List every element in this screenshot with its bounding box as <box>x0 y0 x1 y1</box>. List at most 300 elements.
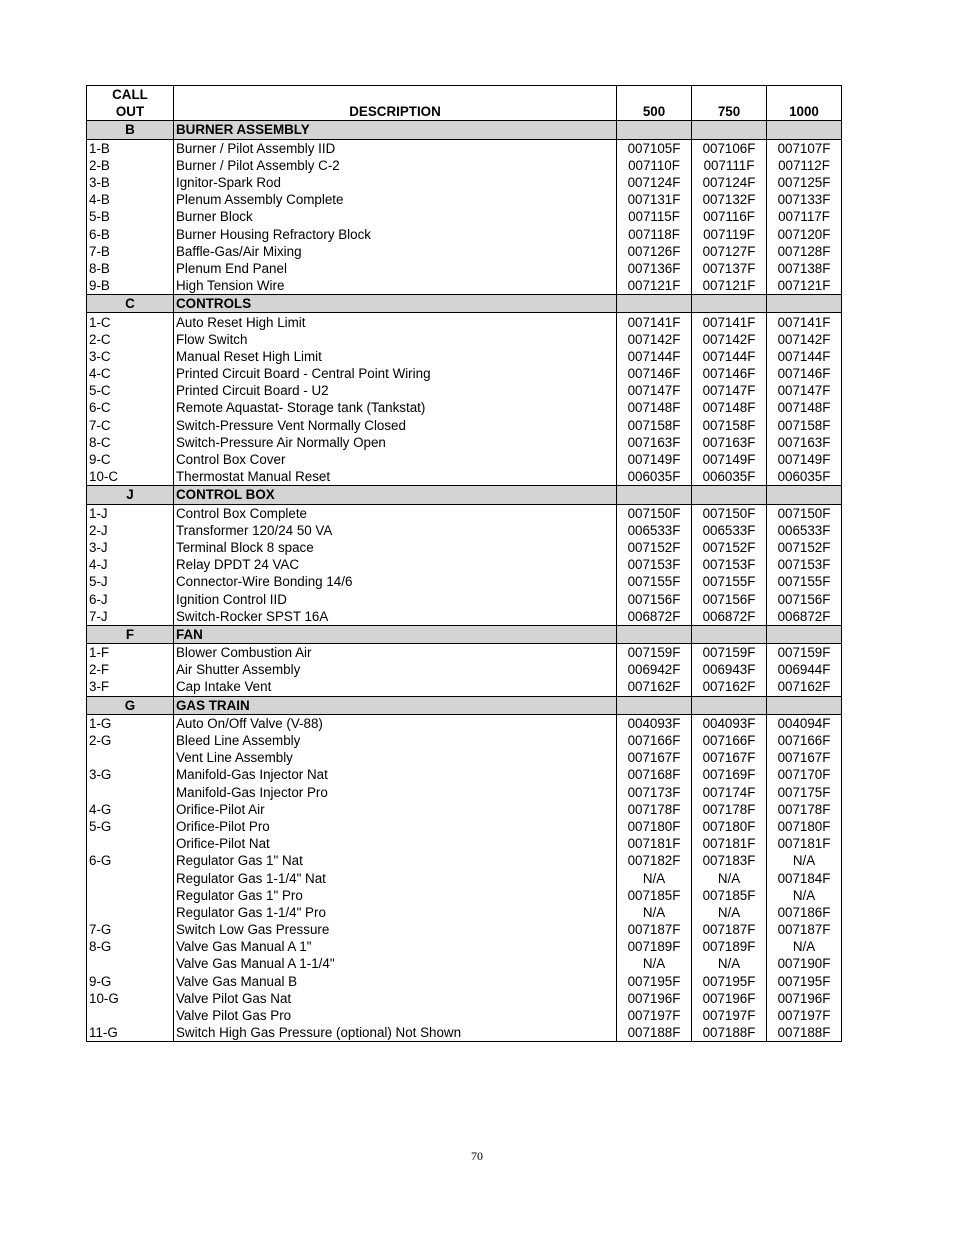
part-750-cell: 007132F <box>692 191 767 208</box>
part-750-cell: 006533F <box>692 522 767 539</box>
header-500: 500 <box>617 86 692 121</box>
part-500-cell: 007180F <box>617 818 692 835</box>
parts-table-body <box>87 121 842 1042</box>
part-500-cell: 007126F <box>617 243 692 260</box>
description-cell: Plenum End Panel <box>174 260 617 277</box>
callout-cell: 7-J <box>87 608 174 626</box>
part-1000-cell: 007146F <box>767 365 842 382</box>
header-750: 750 <box>692 86 767 121</box>
part-500-cell: N/A <box>617 955 692 972</box>
part-750-cell: 007116F <box>692 208 767 225</box>
part-750-cell: 007144F <box>692 348 767 365</box>
section-code: J <box>87 486 174 504</box>
description-cell: Regulator Gas 1-1/4" Nat <box>174 869 617 886</box>
part-500-cell: 007149F <box>617 451 692 468</box>
part-1000-cell: 007184F <box>767 869 842 886</box>
part-750-cell: 007149F <box>692 451 767 468</box>
callout-cell: 3-J <box>87 539 174 556</box>
part-750-cell: 006872F <box>692 608 767 626</box>
callout-cell: 3-B <box>87 174 174 191</box>
callout-cell: 7-B <box>87 243 174 260</box>
description-cell: Valve Gas Manual A 1-1/4" <box>174 955 617 972</box>
parts-table <box>86 85 842 1042</box>
table-row <box>87 556 842 573</box>
part-1000-cell: 007121F <box>767 277 842 295</box>
callout-cell: 6-J <box>87 590 174 607</box>
description-cell: Valve Gas Manual A 1" <box>174 938 617 955</box>
part-1000-cell: N/A <box>767 938 842 955</box>
part-750-cell: 007106F <box>692 139 767 157</box>
section-header-row <box>87 121 842 139</box>
part-1000-cell: 007188F <box>767 1024 842 1042</box>
section-header-row <box>87 696 842 714</box>
part-750-cell: 007159F <box>692 644 767 662</box>
part-1000-cell: 007141F <box>767 313 842 331</box>
part-750-cell: 007152F <box>692 539 767 556</box>
part-1000-cell: N/A <box>767 887 842 904</box>
part-1000-cell: 007148F <box>767 399 842 416</box>
description-cell: Switch-Pressure Air Normally Open <box>174 434 617 451</box>
description-cell: Printed Circuit Board - Central Point Wiring <box>174 365 617 382</box>
table-row <box>87 661 842 678</box>
section-header-row <box>87 295 842 313</box>
part-500-cell: 007124F <box>617 174 692 191</box>
part-1000-cell: 007178F <box>767 801 842 818</box>
part-750-cell: 007166F <box>692 732 767 749</box>
callout-cell: 1-J <box>87 504 174 522</box>
part-1000-cell: 007162F <box>767 678 842 696</box>
table-row <box>87 417 842 434</box>
part-500-cell: 007167F <box>617 749 692 766</box>
table-row <box>87 766 842 783</box>
description-cell: Air Shutter Assembly <box>174 661 617 678</box>
description-cell: Plenum Assembly Complete <box>174 191 617 208</box>
part-500-cell: 007158F <box>617 417 692 434</box>
part-500-cell: 007166F <box>617 732 692 749</box>
part-1000-cell: 007180F <box>767 818 842 835</box>
description-cell: Auto On/Off Valve (V-88) <box>174 714 617 732</box>
part-500-cell: 007146F <box>617 365 692 382</box>
part-750-cell: 007189F <box>692 938 767 955</box>
part-1000-cell: 007170F <box>767 766 842 783</box>
callout-cell: 1-C <box>87 313 174 331</box>
part-500-cell: 007153F <box>617 556 692 573</box>
part-500-cell: 007187F <box>617 921 692 938</box>
section-code: C <box>87 295 174 313</box>
part-1000-cell: 007159F <box>767 644 842 662</box>
table-row <box>87 573 842 590</box>
part-1000-cell: 007195F <box>767 973 842 990</box>
part-1000-cell: 007125F <box>767 174 842 191</box>
section-empty-cell <box>692 121 767 139</box>
header-1000: 1000 <box>767 86 842 121</box>
description-cell: Vent Line Assembly <box>174 749 617 766</box>
table-row <box>87 331 842 348</box>
part-750-cell: 007158F <box>692 417 767 434</box>
section-empty-cell <box>692 295 767 313</box>
table-row <box>87 348 842 365</box>
part-500-cell: 007121F <box>617 277 692 295</box>
part-750-cell: 007196F <box>692 990 767 1007</box>
callout-cell: 2-F <box>87 661 174 678</box>
section-empty-cell <box>617 295 692 313</box>
description-cell: Transformer 120/24 50 VA <box>174 522 617 539</box>
part-500-cell: 007150F <box>617 504 692 522</box>
part-1000-cell: 007175F <box>767 784 842 801</box>
section-code: G <box>87 696 174 714</box>
callout-cell: 6-B <box>87 226 174 243</box>
callout-cell: 6-G <box>87 852 174 869</box>
part-1000-cell: 007133F <box>767 191 842 208</box>
part-500-cell: 007115F <box>617 208 692 225</box>
part-750-cell: 007178F <box>692 801 767 818</box>
part-1000-cell: 007181F <box>767 835 842 852</box>
description-cell: Ignition Control IID <box>174 590 617 607</box>
table-row <box>87 887 842 904</box>
part-500-cell: N/A <box>617 904 692 921</box>
part-500-cell: 007163F <box>617 434 692 451</box>
callout-cell: 2-J <box>87 522 174 539</box>
part-750-cell: 007195F <box>692 973 767 990</box>
table-row <box>87 818 842 835</box>
section-title: CONTROLS <box>174 295 617 313</box>
table-row <box>87 174 842 191</box>
part-500-cell: 007144F <box>617 348 692 365</box>
table-row <box>87 973 842 990</box>
table-row <box>87 955 842 972</box>
part-500-cell: 007181F <box>617 835 692 852</box>
callout-cell: 5-C <box>87 382 174 399</box>
description-cell: Valve Pilot Gas Nat <box>174 990 617 1007</box>
part-750-cell: 007119F <box>692 226 767 243</box>
part-750-cell: 007174F <box>692 784 767 801</box>
table-row <box>87 139 842 157</box>
table-row <box>87 714 842 732</box>
description-cell: Terminal Block 8 space <box>174 539 617 556</box>
callout-cell <box>87 749 174 766</box>
section-title: BURNER ASSEMBLY <box>174 121 617 139</box>
table-row <box>87 313 842 331</box>
table-row <box>87 869 842 886</box>
callout-cell: 1-B <box>87 139 174 157</box>
table-row <box>87 990 842 1007</box>
table-row <box>87 522 842 539</box>
part-500-cell: 007155F <box>617 573 692 590</box>
part-1000-cell: 006872F <box>767 608 842 626</box>
part-1000-cell: 007150F <box>767 504 842 522</box>
section-title: FAN <box>174 625 617 643</box>
part-500-cell: 006942F <box>617 661 692 678</box>
part-750-cell: 007137F <box>692 260 767 277</box>
callout-cell: 2-B <box>87 157 174 174</box>
part-500-cell: 006035F <box>617 468 692 486</box>
callout-cell: 3-G <box>87 766 174 783</box>
callout-cell <box>87 869 174 886</box>
part-750-cell: 007162F <box>692 678 767 696</box>
part-750-cell: N/A <box>692 955 767 972</box>
part-750-cell: 007180F <box>692 818 767 835</box>
part-1000-cell: 006944F <box>767 661 842 678</box>
header-description: DESCRIPTION <box>174 86 617 121</box>
part-750-cell: 007183F <box>692 852 767 869</box>
part-500-cell: 007147F <box>617 382 692 399</box>
part-1000-cell: 007149F <box>767 451 842 468</box>
header-callout-line1: CALL <box>87 86 174 104</box>
description-cell: Ignitor-Spark Rod <box>174 174 617 191</box>
description-cell: Remote Aquastat- Storage tank (Tankstat) <box>174 399 617 416</box>
part-1000-cell: 007128F <box>767 243 842 260</box>
part-750-cell: 004093F <box>692 714 767 732</box>
description-cell: Control Box Complete <box>174 504 617 522</box>
part-1000-cell: 007107F <box>767 139 842 157</box>
part-500-cell: N/A <box>617 869 692 886</box>
description-cell: High Tension Wire <box>174 277 617 295</box>
callout-cell: 4-C <box>87 365 174 382</box>
part-500-cell: 007105F <box>617 139 692 157</box>
part-750-cell: 007146F <box>692 365 767 382</box>
callout-cell <box>87 1007 174 1024</box>
part-750-cell: 007163F <box>692 434 767 451</box>
description-cell: Baffle-Gas/Air Mixing <box>174 243 617 260</box>
part-1000-cell: 007144F <box>767 348 842 365</box>
section-empty-cell <box>617 625 692 643</box>
part-1000-cell: 006533F <box>767 522 842 539</box>
callout-cell: 8-G <box>87 938 174 955</box>
part-1000-cell: 007167F <box>767 749 842 766</box>
callout-cell: 1-F <box>87 644 174 662</box>
part-1000-cell: 007158F <box>767 417 842 434</box>
part-750-cell: 007156F <box>692 590 767 607</box>
part-750-cell: 007188F <box>692 1024 767 1042</box>
part-750-cell: 007167F <box>692 749 767 766</box>
table-row <box>87 539 842 556</box>
description-cell: Manifold-Gas Injector Pro <box>174 784 617 801</box>
section-empty-cell <box>692 486 767 504</box>
part-750-cell: 007169F <box>692 766 767 783</box>
page-number: 70 <box>471 1149 483 1163</box>
section-empty-cell <box>617 121 692 139</box>
part-1000-cell: 007142F <box>767 331 842 348</box>
callout-cell <box>87 835 174 852</box>
description-cell: Blower Combustion Air <box>174 644 617 662</box>
part-1000-cell: 007156F <box>767 590 842 607</box>
description-cell: Regulator Gas 1" Nat <box>174 852 617 869</box>
part-750-cell: 007150F <box>692 504 767 522</box>
description-cell: Burner / Pilot Assembly IID <box>174 139 617 157</box>
table-row <box>87 904 842 921</box>
table-row <box>87 157 842 174</box>
part-500-cell: 007178F <box>617 801 692 818</box>
callout-cell: 8-C <box>87 434 174 451</box>
callout-cell: 3-C <box>87 348 174 365</box>
section-empty-cell <box>767 486 842 504</box>
table-row <box>87 243 842 260</box>
callout-cell: 10-G <box>87 990 174 1007</box>
part-750-cell: 007187F <box>692 921 767 938</box>
callout-cell: 11-G <box>87 1024 174 1042</box>
section-empty-cell <box>767 121 842 139</box>
callout-cell: 7-G <box>87 921 174 938</box>
part-500-cell: 007197F <box>617 1007 692 1024</box>
description-cell: Burner / Pilot Assembly C-2 <box>174 157 617 174</box>
table-row <box>87 434 842 451</box>
part-500-cell: 007185F <box>617 887 692 904</box>
description-cell: Relay DPDT 24 VAC <box>174 556 617 573</box>
callout-cell: 5-B <box>87 208 174 225</box>
part-1000-cell: 007155F <box>767 573 842 590</box>
part-1000-cell: 007197F <box>767 1007 842 1024</box>
part-1000-cell: 007152F <box>767 539 842 556</box>
part-750-cell: 007148F <box>692 399 767 416</box>
description-cell: Orifice-Pilot Nat <box>174 835 617 852</box>
callout-cell: 4-J <box>87 556 174 573</box>
part-1000-cell: N/A <box>767 852 842 869</box>
part-500-cell: 007195F <box>617 973 692 990</box>
callout-cell: 8-B <box>87 260 174 277</box>
description-cell: Regulator Gas 1" Pro <box>174 887 617 904</box>
table-row <box>87 260 842 277</box>
description-cell: Orifice-Pilot Pro <box>174 818 617 835</box>
part-750-cell: 007155F <box>692 573 767 590</box>
table-row <box>87 468 842 486</box>
callout-cell <box>87 904 174 921</box>
callout-cell: 4-G <box>87 801 174 818</box>
part-500-cell: 007142F <box>617 331 692 348</box>
part-500-cell: 007173F <box>617 784 692 801</box>
description-cell: Printed Circuit Board - U2 <box>174 382 617 399</box>
part-500-cell: 007156F <box>617 590 692 607</box>
description-cell: Bleed Line Assembly <box>174 732 617 749</box>
callout-cell: 5-J <box>87 573 174 590</box>
part-750-cell: 007141F <box>692 313 767 331</box>
part-500-cell: 007159F <box>617 644 692 662</box>
section-empty-cell <box>767 696 842 714</box>
description-cell: Thermostat Manual Reset <box>174 468 617 486</box>
part-1000-cell: 007163F <box>767 434 842 451</box>
callout-cell: 2-C <box>87 331 174 348</box>
part-1000-cell: 007153F <box>767 556 842 573</box>
callout-cell: 1-G <box>87 714 174 732</box>
callout-cell <box>87 784 174 801</box>
part-500-cell: 007118F <box>617 226 692 243</box>
part-750-cell: N/A <box>692 904 767 921</box>
part-1000-cell: 007117F <box>767 208 842 225</box>
table-row <box>87 191 842 208</box>
table-row <box>87 1024 842 1042</box>
part-750-cell: 006943F <box>692 661 767 678</box>
callout-cell <box>87 955 174 972</box>
part-500-cell: 007182F <box>617 852 692 869</box>
part-750-cell: 007197F <box>692 1007 767 1024</box>
description-cell: Switch-Rocker SPST 16A <box>174 608 617 626</box>
description-cell: Valve Gas Manual B <box>174 973 617 990</box>
part-750-cell: 007142F <box>692 331 767 348</box>
section-header-row <box>87 625 842 643</box>
description-cell: Manifold-Gas Injector Nat <box>174 766 617 783</box>
part-500-cell: 007136F <box>617 260 692 277</box>
section-empty-cell <box>617 486 692 504</box>
description-cell: Valve Pilot Gas Pro <box>174 1007 617 1024</box>
part-750-cell: 007153F <box>692 556 767 573</box>
part-500-cell: 006872F <box>617 608 692 626</box>
callout-cell: 7-C <box>87 417 174 434</box>
table-row <box>87 504 842 522</box>
callout-cell: 3-F <box>87 678 174 696</box>
part-750-cell: 007147F <box>692 382 767 399</box>
part-750-cell: 007121F <box>692 277 767 295</box>
header-callout-line2: OUT <box>87 103 174 121</box>
callout-cell: 9-C <box>87 451 174 468</box>
table-row <box>87 644 842 662</box>
section-empty-cell <box>767 295 842 313</box>
part-500-cell: 007152F <box>617 539 692 556</box>
table-row <box>87 921 842 938</box>
description-cell: Cap Intake Vent <box>174 678 617 696</box>
description-cell: Control Box Cover <box>174 451 617 468</box>
table-row <box>87 852 842 869</box>
table-row <box>87 835 842 852</box>
part-500-cell: 007196F <box>617 990 692 1007</box>
description-cell: Flow Switch <box>174 331 617 348</box>
section-empty-cell <box>617 696 692 714</box>
part-500-cell: 007110F <box>617 157 692 174</box>
table-row <box>87 382 842 399</box>
description-cell: Connector-Wire Bonding 14/6 <box>174 573 617 590</box>
description-cell: Orifice-Pilot Air <box>174 801 617 818</box>
part-500-cell: 007148F <box>617 399 692 416</box>
callout-cell: 6-C <box>87 399 174 416</box>
description-cell: Auto Reset High Limit <box>174 313 617 331</box>
part-1000-cell: 004094F <box>767 714 842 732</box>
part-500-cell: 006533F <box>617 522 692 539</box>
part-750-cell: 007127F <box>692 243 767 260</box>
table-row <box>87 1007 842 1024</box>
part-1000-cell: 007190F <box>767 955 842 972</box>
part-1000-cell: 007196F <box>767 990 842 1007</box>
part-500-cell: 007131F <box>617 191 692 208</box>
part-500-cell: 007188F <box>617 1024 692 1042</box>
table-row <box>87 365 842 382</box>
part-1000-cell: 007138F <box>767 260 842 277</box>
part-500-cell: 004093F <box>617 714 692 732</box>
table-row <box>87 608 842 626</box>
table-row <box>87 399 842 416</box>
part-750-cell: 007111F <box>692 157 767 174</box>
callout-cell: 9-B <box>87 277 174 295</box>
callout-cell: 2-G <box>87 732 174 749</box>
description-cell: Manual Reset High Limit <box>174 348 617 365</box>
part-1000-cell: 007186F <box>767 904 842 921</box>
part-750-cell: 007185F <box>692 887 767 904</box>
section-title: GAS TRAIN <box>174 696 617 714</box>
description-cell: Switch High Gas Pressure (optional) Not Shown <box>174 1024 617 1042</box>
section-empty-cell <box>692 696 767 714</box>
callout-cell: 5-G <box>87 818 174 835</box>
table-row <box>87 590 842 607</box>
table-row <box>87 451 842 468</box>
description-cell: Burner Block <box>174 208 617 225</box>
table-row <box>87 226 842 243</box>
part-1000-cell: 007120F <box>767 226 842 243</box>
callout-cell: 4-B <box>87 191 174 208</box>
table-row <box>87 678 842 696</box>
part-750-cell: 007181F <box>692 835 767 852</box>
description-cell: Switch-Pressure Vent Normally Closed <box>174 417 617 434</box>
section-empty-cell <box>692 625 767 643</box>
part-750-cell: N/A <box>692 869 767 886</box>
section-code: F <box>87 625 174 643</box>
part-1000-cell: 006035F <box>767 468 842 486</box>
